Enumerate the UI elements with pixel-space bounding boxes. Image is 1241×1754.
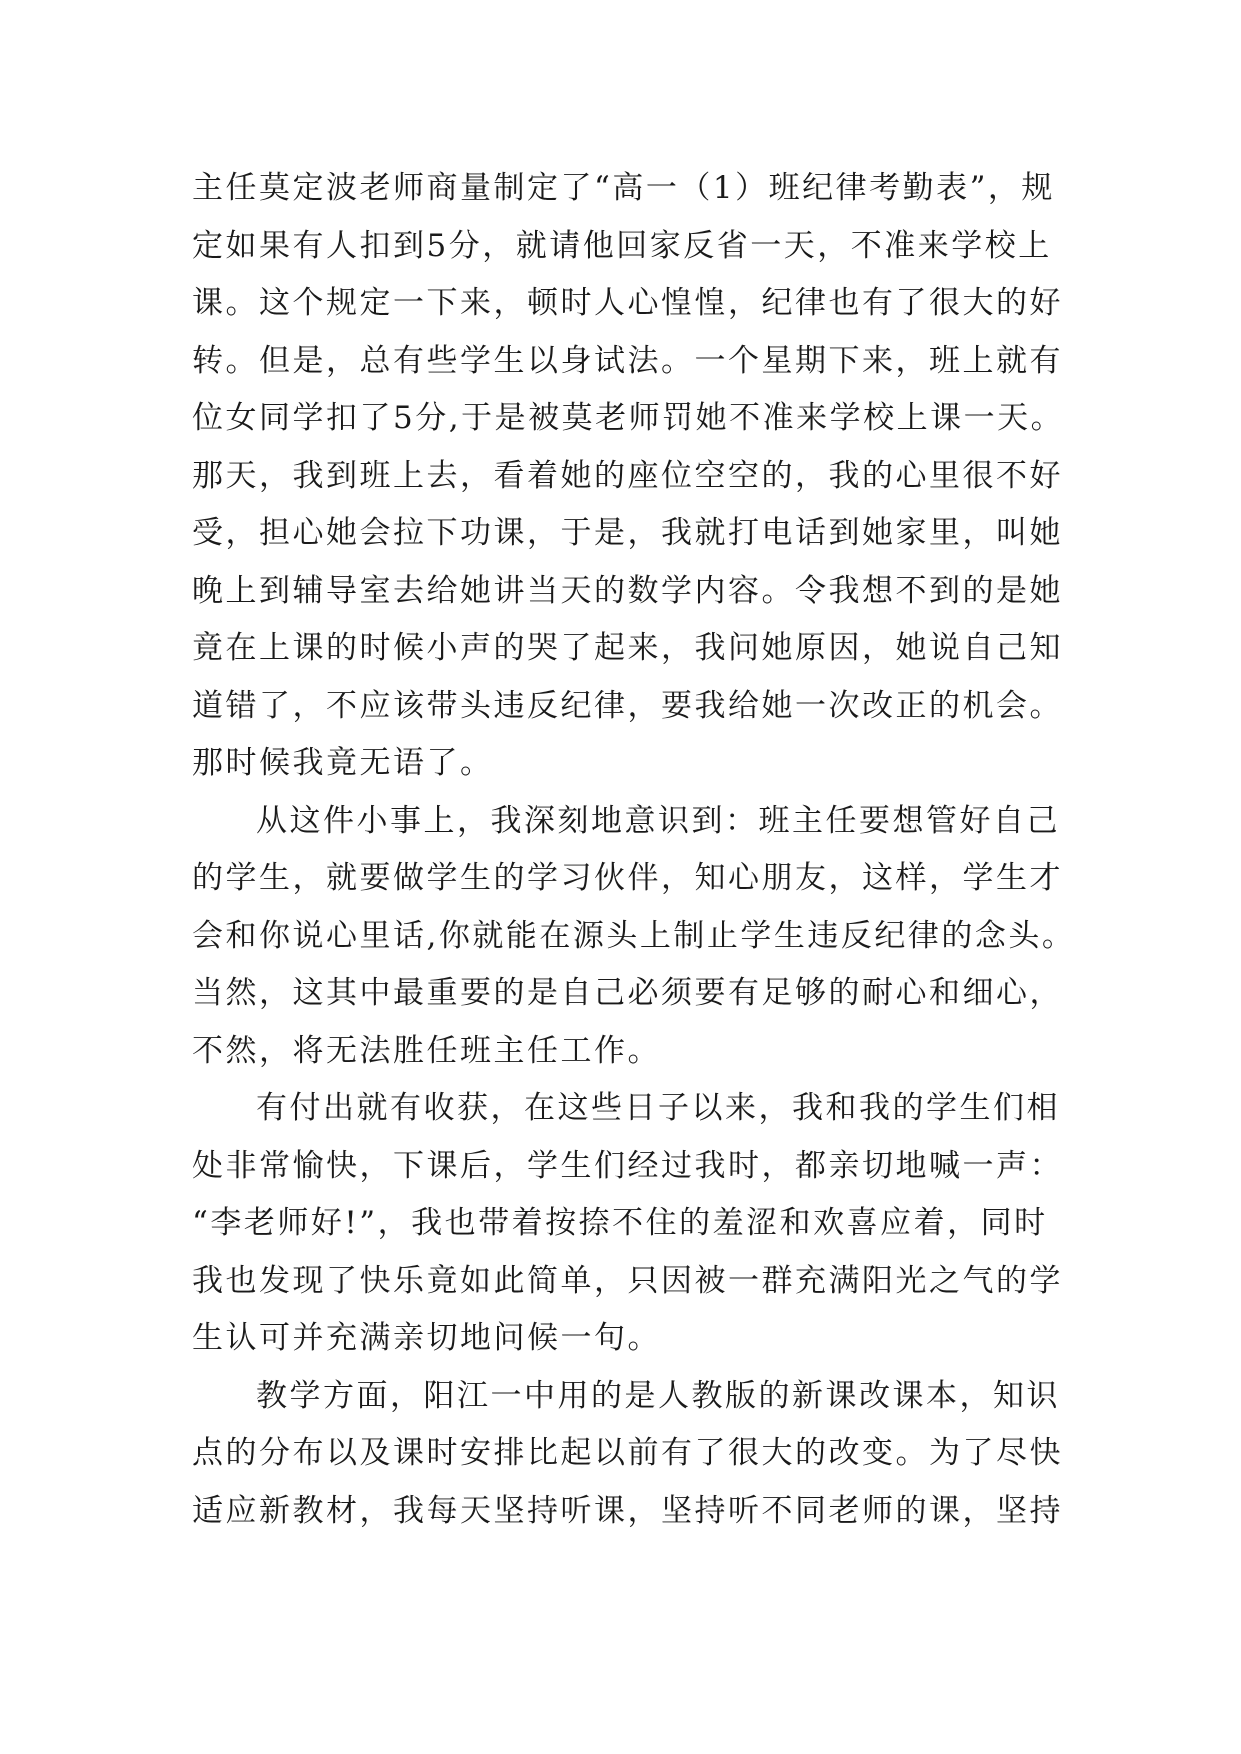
paragraph-first-line: 教学方面，阳江一中用的是人教版的新课改课本，知识 [256,1377,1060,1414]
text-line: 我也发现了快乐竟如此简单，只因被一群充满阳光之气的学 [192,1262,1063,1299]
text-line: 道错了，不应该带头违反纪律，要我给她一次改正的机会。 [192,687,1063,724]
text-line: 生认可并充满亲切地问候一句。 [192,1320,661,1356]
text-line: 那天，我到班上去，看着她的座位空空的，我的心里很不好 [192,457,1063,494]
text-line: 转。但是，总有些学生以身试法。一个星期下来，班上就有 [192,342,1063,379]
text-line: 竟在上课的时候小声的哭了起来，我问她原因，她说自己知 [192,630,1063,666]
text-line: 定如果有人扣到5分，就请他回家反省一天，不准来学校上 [192,227,1052,264]
text-line: 当然，这其中最重要的是自己必须要有足够的耐心和细心， [192,975,1063,1011]
text-line: 适应新教材，我每天坚持听课，坚持听不同老师的课，坚持 [192,1492,1063,1529]
text-line: 课。这个规定一下来，顿时人心惶惶，纪律也有了很大的好 [192,285,1063,321]
text-line: 受，担心她会拉下功课，于是，我就打电话到她家里，叫她 [192,515,1063,551]
text-line: 主任莫定波老师商量制定了“高一（1）班纪律考勤表”，规 [192,170,1055,206]
text-line: 不然，将无法胜任班主任工作。 [192,1032,661,1069]
text-line: “李老师好!”，我也带着按捺不住的羞涩和欢喜应着，同时 [192,1205,1048,1241]
text-line: 处非常愉快，下课后，学生们经过我时，都亲切地喊一声： [192,1147,1063,1184]
text-line: 点的分布以及课时安排比起以前有了很大的改变。为了尽快 [192,1435,1063,1471]
text-line: 的学生，就要做学生的学习伙伴，知心朋友，这样，学生才 [192,860,1063,896]
paragraph-first-line: 有付出就有收获，在这些日子以来，我和我的学生们相 [256,1090,1060,1126]
text-line: 位女同学扣了5分,于是被莫老师罚她不准来学校上课一天。 [192,400,1065,436]
text-line: 那时候我竟无语了。 [192,745,494,781]
text-line: 晚上到辅导室去给她讲当天的数学内容。令我想不到的是她 [192,572,1063,609]
paragraph-first-line: 从这件小事上，我深刻地意识到：班主任要想管好自己 [256,802,1060,839]
text-line: 会和你说心里话,你就能在源头上制止学生违反纪律的念头。 [192,917,1076,954]
body-text [192,160,1076,1540]
